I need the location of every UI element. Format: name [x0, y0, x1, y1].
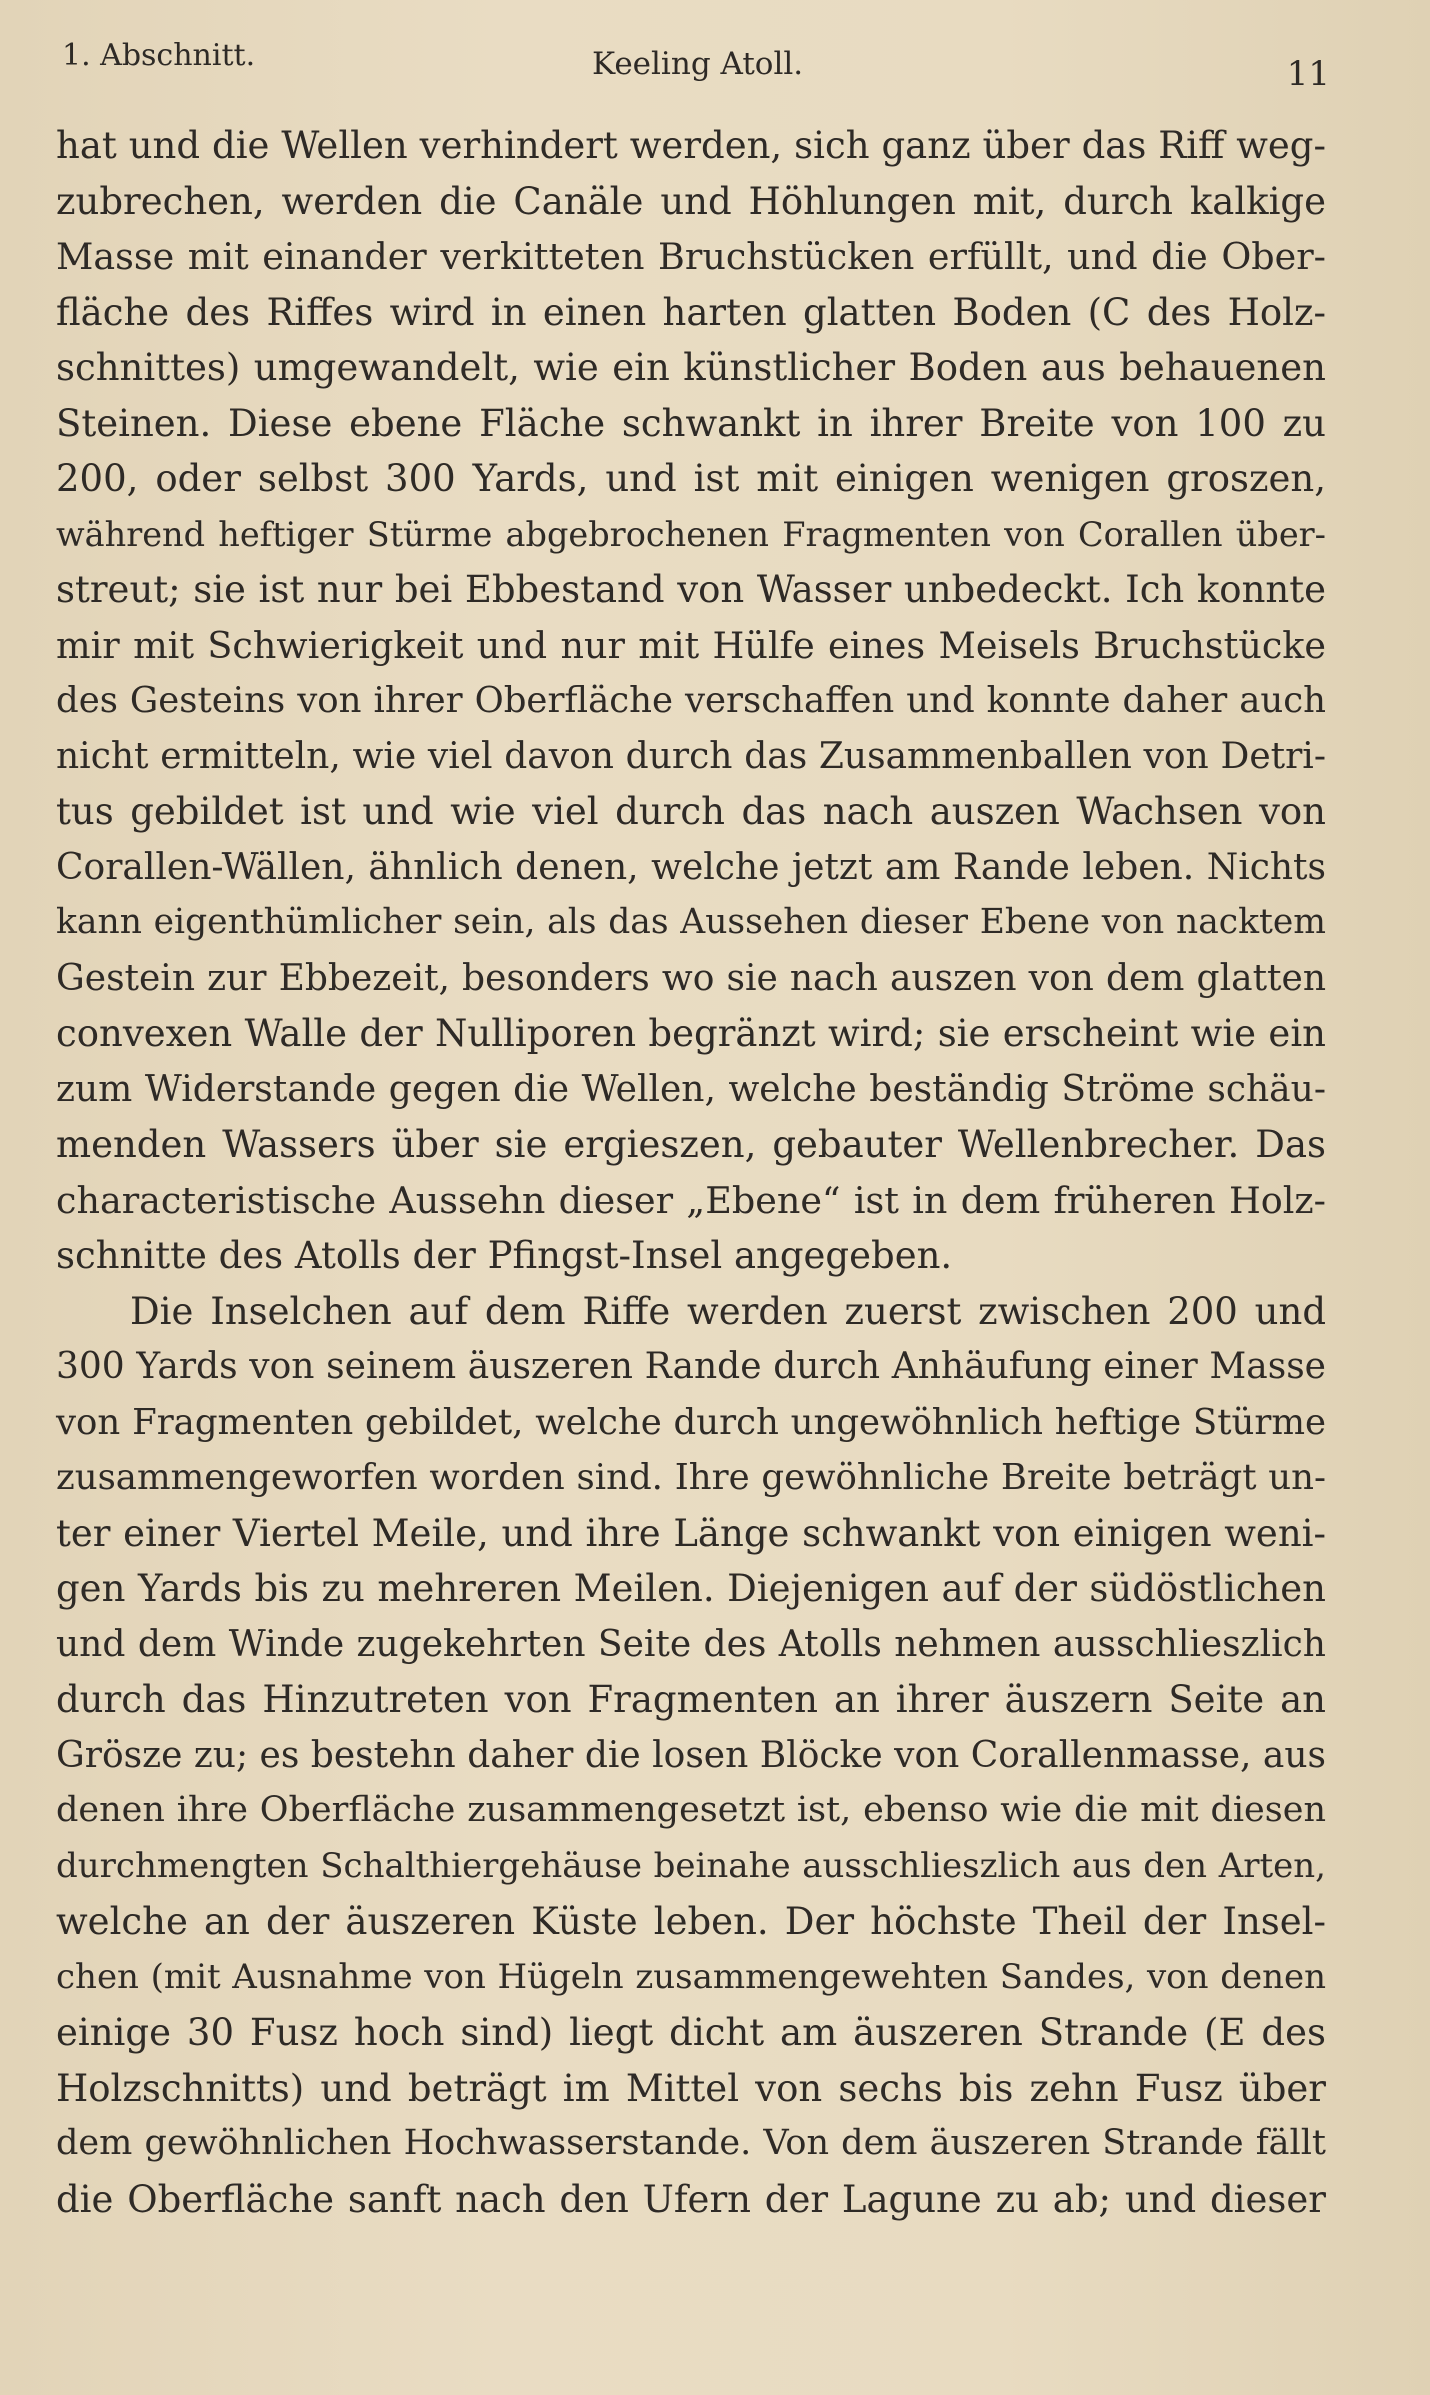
text-line: convexen Walle der Nulliporen begränzt wird; sie erscheint wie ein: [56, 1012, 1326, 1055]
text-line: zusammengeworfen worden sind. Ihre gewöhnliche Breite beträgt un-: [56, 1457, 1326, 1498]
text-line: hat und die Wellen verhindert werden, sich ganz über das Riff weg-: [56, 124, 1326, 167]
paragraph-end-line: schnitte des Atolls der Pfingst-Insel angegeben.: [56, 1234, 953, 1277]
text-line: chen (mit Ausnahme von Hügeln zusammengewehten Sandes, von denen: [56, 1956, 1326, 1997]
section-label: 1. Abschnitt.: [62, 38, 256, 73]
text-line: Grösze zu; es bestehn daher die losen Blöcke von Corallenmasse, aus: [56, 1734, 1327, 1776]
text-line: ter einer Viertel Meile, und ihre Länge schwankt von einigen weni-: [56, 1511, 1326, 1555]
text-line: Holzschnitts) und beträgt im Mittel von sechs bis zehn Fusz über: [56, 2066, 1326, 2110]
text-line: dem gewöhnlichen Hochwasserstande. Von dem äuszeren Strande fällt: [56, 2123, 1326, 2163]
text-line: 200, oder selbst 300 Yards, und ist mit einigen wenigen groszen,: [56, 457, 1326, 500]
text-line: und dem Winde zugekehrten Seite des Atolls nehmen ausschlieszlich: [56, 1623, 1326, 1665]
text-line: 300 Yards von seinem äuszeren Rande durch Anhäufung einer Masse: [56, 1346, 1326, 1387]
text-line: Corallen-Wällen, ähnlich denen, welche jetzt am Rande leben. Nichts: [56, 846, 1326, 888]
text-line: Gestein zur Ebbezeit, besonders wo sie nach auszen von dem glatten: [56, 957, 1326, 999]
text-line: die Oberfläche sanft nach den Ufern der Lagune zu ab; und dieser: [56, 2177, 1326, 2221]
text-line: durchmengten Schalthiergehäuse beinahe ausschlieszlich aus den Arten,: [56, 1845, 1326, 1886]
text-line: zum Widerstande gegen die Wellen, welche beständig Ströme schäu-: [56, 1068, 1326, 1110]
text-line: durch das Hinzutreten von Fragmenten an ihrer äuszern Seite an: [56, 1678, 1326, 1721]
text-line: denen ihre Oberfläche zusammengesetzt ist, ebenso wie die mit diesen: [56, 1790, 1326, 1830]
text-line: tus gebildet ist und wie viel durch das nach auszen Wachsen von: [56, 790, 1326, 833]
text-line: Masse mit einander verkitteten Bruchstücken erfüllt, und die Ober-: [56, 235, 1326, 278]
running-title: Keeling Atoll.: [592, 46, 804, 82]
text-line: von Fragmenten gebildet, welche durch ungewöhnlich heftige Stürme: [56, 1401, 1326, 1443]
text-line: characteristische Aussehn dieser „Ebene“ ist in dem früheren Holz-: [56, 1178, 1326, 1222]
text-line: schnittes) umgewandelt, wie ein künstlicher Boden aus behauenen: [56, 346, 1326, 389]
body-text: [56, 118, 1326, 2227]
text-line: einige 30 Fusz hoch sind) liegt dicht am äuszeren Strande (E des: [56, 2011, 1326, 2054]
text-line: kann eigenthümlicher sein, als das Aussehen dieser Ebene von nacktem: [56, 902, 1326, 942]
text-line: des Gesteins von ihrer Oberfläche verschaffen und konnte daher auch: [56, 680, 1326, 721]
paragraph-start-line: Die Inselchen auf dem Riffe werden zuerst zwischen 200 und: [130, 1289, 1326, 1333]
text-line: nicht ermitteln, wie viel davon durch das Zusammenballen von Detri-: [56, 735, 1326, 777]
text-line: welche an der äuszeren Küste leben. Der höchste Theil der Insel-: [56, 1900, 1326, 1943]
text-line: mir mit Schwierigkeit und nur mit Hülfe eines Meisels Bruchstücke: [56, 623, 1326, 667]
text-line: menden Wassers über sie ergieszen, gebauter Wellenbrecher. Das: [56, 1123, 1326, 1166]
page-number: 11: [1286, 54, 1330, 94]
text-line: gen Yards bis zu mehreren Meilen. Diejenigen auf der südöstlichen: [56, 1567, 1326, 1610]
running-header: [62, 38, 1330, 98]
text-line: fläche des Riffes wird in einen harten glatten Boden (C des Holz-: [56, 290, 1326, 334]
text-line: streut; sie ist nur bei Ebbestand von Wasser unbedeckt. Ich konnte: [56, 568, 1326, 611]
text-line: zubrechen, werden die Canäle und Höhlungen mit, durch kalkige: [56, 179, 1326, 223]
text-line: Steinen. Diese ebene Fläche schwankt in ihrer Breite von 100 zu: [56, 401, 1326, 445]
text-line: während heftiger Stürme abgebrochenen Fragmenten von Corallen über-: [56, 514, 1326, 554]
